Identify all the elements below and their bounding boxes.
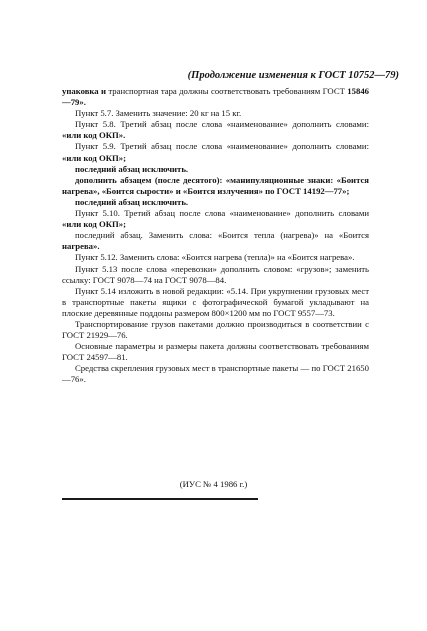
paragraph-text: Пункт 5.12. Заменить слова: «Боится нагрева (тепла)» на «Боится нагрева». [75,252,355,263]
paragraph-text: Пункт 5.10. Третий абзац после слова «наименование» дополнить словами [75,208,369,219]
paragraph [62,141,369,163]
paragraph [62,164,369,175]
paragraph-text: Пункт 5.13 после слова «перевозки» дополнить словом: «грузов»; заменить ссылку: ГОСТ 9078—74 на ГОСТ 9078—84. [62,263,369,285]
bold-text: «или код ОКП»; [62,219,127,230]
bold-text: последний абзац исключить. [75,163,189,174]
paragraph [62,119,369,141]
document-header: (Продолжение изменения к ГОСТ 10752—79) [187,70,399,81]
paragraph-text: транспортная тара должны соответствовать требованиям ГОСТ [105,86,348,96]
paragraph-text: последний абзац. Заменить слова: «Боится тепла (нагрева)» на «Боится [75,230,369,241]
paragraph [62,264,369,286]
paragraph-text: Пункт 5.8. Третий абзац после слова «наименование» дополнить словами: [75,119,369,130]
paragraph [62,363,369,385]
paragraph-text: Средства скрепления грузовых мест в транспортные пакеты — по ГОСТ 21650—76». [62,363,369,385]
bold-text: дополнить абзацем (после десятого): «манипуляционные знаки: «Боится нагрева», «Боится сырости» и «Боится излучения» по ГОСТ 14192—77»; [62,174,369,196]
source-reference: (ИУС № 4 1986 г.) [179,479,248,489]
paragraph-text: Пункт 5.9. Третий абзац после слова «наименование» дополнить словами: [75,141,369,152]
paragraph [62,230,369,252]
bold-text: 15846—79». [62,86,369,108]
paragraph-text: Пункт 5.14 изложить в новой редакции: «5.14. При укрупнении грузовых мест в транспортные пакеты ящики с фотографической бумагой укладывают на плоские деревянные поддоны размером 800×1200 мм по ГОСТ 9557—73. [62,285,369,318]
paragraph [62,252,369,263]
paragraph [62,208,369,230]
bold-text: «или код ОКП». [62,130,126,141]
paragraph [62,197,369,208]
paragraph [62,286,369,319]
paragraph-text: Транспортирование грузов пакетами должно производиться в соответствии с ГОСТ 21929—76. [62,318,369,341]
bold-text: нагрева». [62,241,100,252]
paragraph-text: Пункт 5.7. Заменить значение: 20 кг на 15 кг. [75,108,242,119]
paragraph [62,108,369,119]
paragraph [62,86,369,108]
horizontal-rule [62,498,258,500]
document-body [62,86,369,386]
bold-text: «или код ОКП»; [62,152,127,163]
bold-text: последний абзац исключить. [75,196,189,207]
paragraph [62,175,369,197]
paragraph [62,341,369,363]
paragraph [62,319,369,341]
bold-text: упаковка и [62,86,106,96]
paragraph-text: Основные параметры и размеры пакета должны соответствовать требованиям ГОСТ 24597—81. [62,341,369,363]
